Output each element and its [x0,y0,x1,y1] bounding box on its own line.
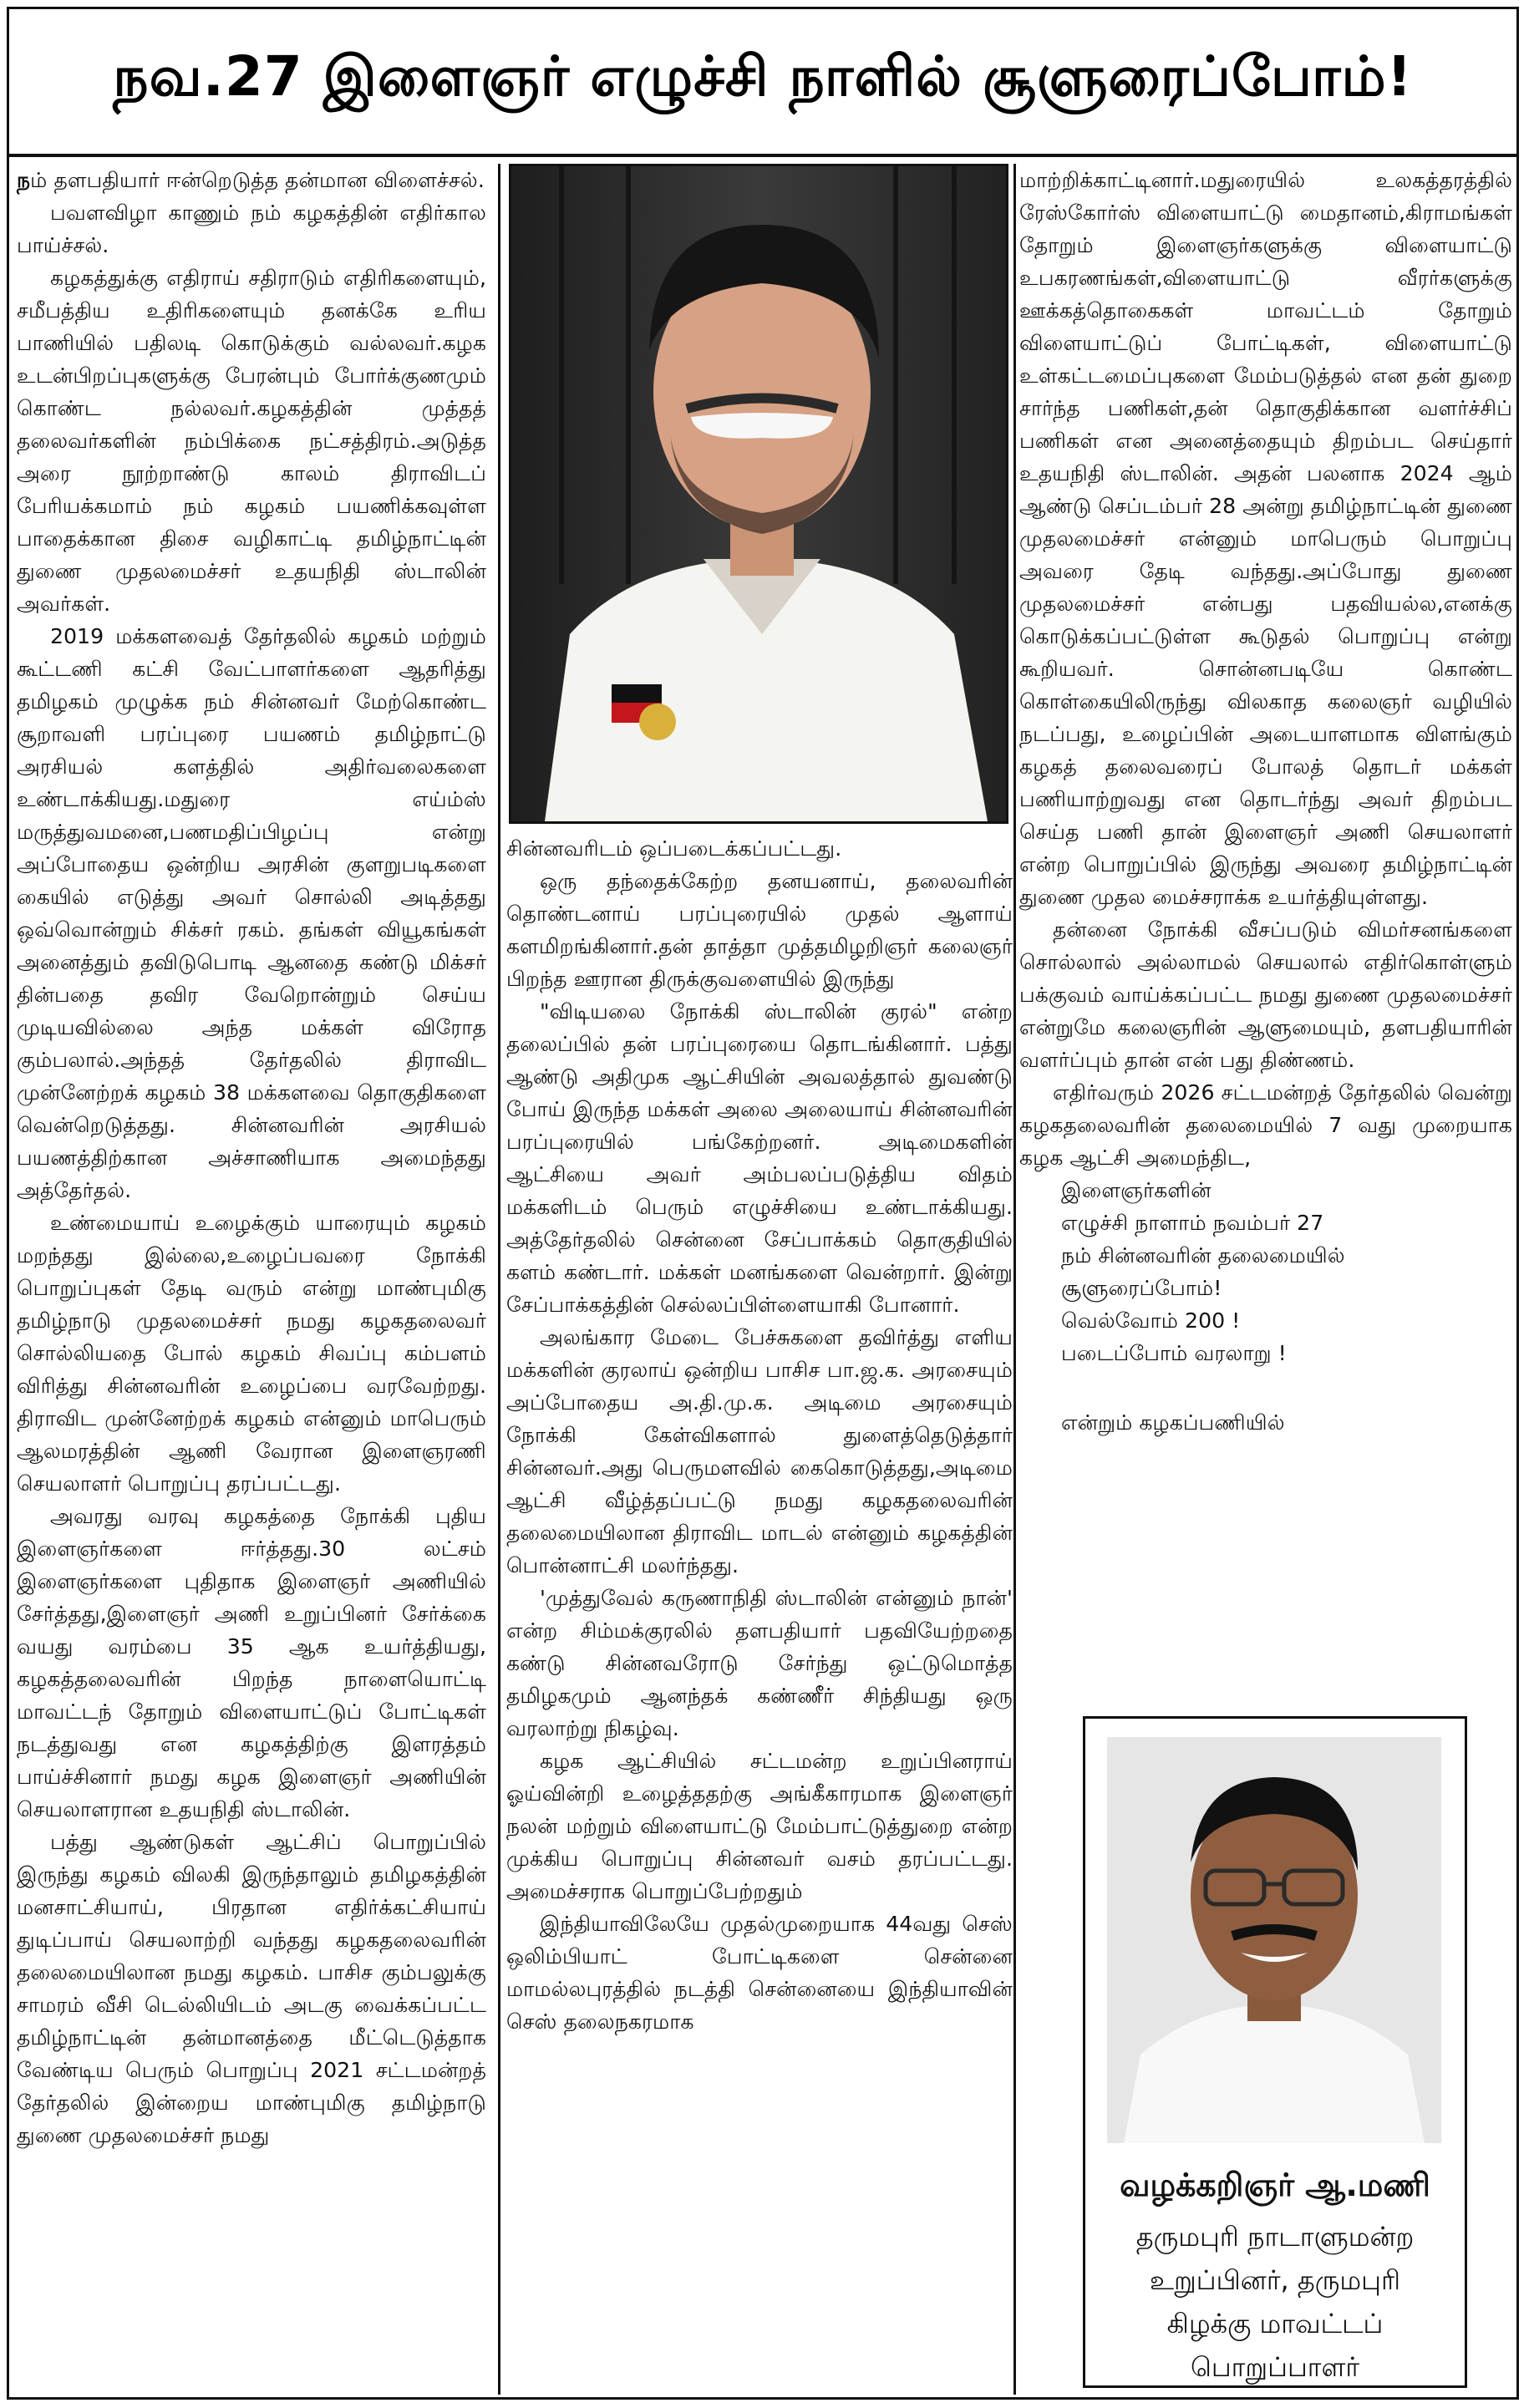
slogan-line: இளைஞர்களின் [1061,1178,1212,1202]
author-role-line: உறுப்பினர், தருமபுரி [1150,2264,1400,2296]
paragraph-1: மாற்றிக்காட்டினார்.மதுரையில் உலகத்தரத்தில் ரேஸ்கோர்ஸ் விளையாட்டு மைதானம்,கிராமங்கள் தோறும் இளைஞர்களுக்கு விளையாட்டு உபகரணங்கள்,விளையாட்டு வீரர்களுக்கு ஊக்கத்தொகைகள் மாவட்டம் தோறும் விளையாட்டுப் போட்டிகள், விளையாட்டு உள்கட்டமைப்புகளை மேம்படுத்தல் என தன் துறை சார்ந்த பணிகள்,தன் தொகுதிக்கான வளர்ச்சிப் பணிகள் என அனைத்தையும் திறம்பட செய்தார் உதயநிதி ஸ்டாலின். அதன் பலனாக 2024 ஆம் ஆண்டு செப்டம்பர் 28 அன்று தமிழ்நாட்டின் துணை முதலமைச்சர் என்னும் மாபெரும் பொறுப்பு அவரை தேடி வந்தது.அப்போது துணை முதலமைச்சர் என்பது பதவியல்ல,எனக்கு கொடுக்கப்பட்டுள்ள கூடுதல் பொறுப்பு என்று கூறியவர். சொன்னபடியே கொண்ட கொள்கையிலிருந்து விலகாத கலைஞர் வழியில் நடப்பது, உழைப்பின் அடையாளமாக விளங்கும் கழகத் தலைவரைப் போலத் தொடர் மக்கள் பணியாற்றுவது என தொடர்ந்து அவர் திறம்பட செய்த பணி தான் இளைஞர் அணி செயலாளர் என்ற பொறுப்பில் இருந்து அவரை தமிழ்நாட்டின் துணை முதல மைச்சராக்க உயர்த்தியுள்ளது. [1019,168,1512,909]
author-role-line: பொறுப்பாளர் [1190,2351,1360,2383]
signoff: என்றும் கழகப்பணியில் [1061,1410,1285,1435]
drop-cap: ந [17,168,31,192]
paragraph-5: உண்மையாய் உழைக்கும் யாரையும் கழகம் மறந்தது இல்லை,உழைப்பவரை நோக்கி பொறுப்புகள் தேடி வரும் என்று மாண்புமிகு தமிழ்நாடு முதலமைச்சர் நமது கழகதலைவர் சொல்லியதை போல் கழகம் சிவப்பு கம்பளம் விரித்து சின்னவரின் உழைப்பை வரவேற்றது. திராவிட முன்னேற்றக் கழகம் என்னும் மாபெரும் ஆலமரத்தின் ஆணி வேரான இளைஞரணி செயலாளர் பொறுப்பு தரப்பட்டது. [17,1211,486,1496]
author-name: வழக்கறிஞர் ஆ.மணி [1120,2167,1430,2203]
paragraph-1: சின்னவரிடம் ஒப்படைக்கப்பட்டது. [506,836,842,861]
paragraph-2: ஒரு தந்தைக்கேற்ற தனயனாய், தலைவரின் தொண்டனாய் பரப்புரையில் முதல் ஆளாய் களமிறங்கினார்.தன் தாத்தா முத்தமிழறிஞர் கலைஞர் பிறந்த ஊரான திருக்குவளையில் இருந்து [506,869,1013,991]
slogan-line: நம் சின்னவரின் தலைமையில் [1061,1243,1345,1268]
article-column-3 [1019,164,1512,1439]
paragraph-3: கழகத்துக்கு எதிராய் சதிராடும் எதிரிகளையும், சமீபத்திய உதிரிகளையும் தனக்கே உரிய பாணியில் பதிலடி கொடுக்கும் வல்லவர்.கழக உடன்பிறப்புகளுக்கு பேரன்பும் போர்க்குணமும் கொண்ட நல்லவர்.கழகத்தின் முத்தத் தலைவர்களின் நம்பிக்கை நட்சத்திரம்.அடுத்த அரை நூற்றாண்டு காலம் திராவிடப் பேரியக்கமாம் நம் கழகம் பயணிக்கவுள்ள பாதைக்கான திசை வழிகாட்டி தமிழ்நாட்டின் துணை முதலமைச்சர் உதயநிதி ஸ்டாலின் அவர்கள். [17,266,486,616]
author-portrait-illustration [1107,1737,1441,2143]
portrait-illustration [511,166,1006,821]
paragraph-3: எதிர்வரும் 2026 சட்டமன்றத் தேர்தலில் வென்று கழகதலைவரின் தலைமையில் 7 வது முறையாக கழக ஆட்சி அமைந்திட, [1019,1080,1512,1170]
paragraph-6: அவரது வரவு கழகத்தை நோக்கி புதிய இளைஞர்களை ஈர்த்தது.30 லட்சம் இளைஞர்களை புதிதாக இளைஞர் அணியில் சேர்த்தது,இளைஞர் அணி உறுப்பினர் சேர்க்கை வயது வரம்பை 35 ஆக உயர்த்தியது, கழகத்தலைவரின் பிறந்த நாளையொட்டி மாவட்டந் தோறும் விளையாட்டுப் போட்டிகள் நடத்துவது என கழகத்திற்கு இளரத்தம் பாய்ச்சினார் நமது கழக இளைஞர் அணியின் செயலாளரான உதயநிதி ஸ்டாலின். [17,1504,486,1821]
slogan-line: எழுச்சி நாளாம் நவம்பர் 27 [1061,1211,1324,1235]
paragraph-1: நம் தளபதியார் ஈன்றெடுத்த தன்மான விளைச்சல். [17,168,485,192]
author-photo [1107,1737,1441,2143]
column-divider-right [1013,164,1016,2395]
paragraph-7: பத்து ஆண்டுகள் ஆட்சிப் பொறுப்பில் இருந்து கழகம் விலகி இருந்தாலும் தமிழகத்தின் மனசாட்சியாய், பிரதான எதிர்க்கட்சியாய் துடிப்பாய் செயலாற்றி வந்தது கழகதலைவரின் தலைமையிலான நமது கழகம். பாசிச கும்பலுக்கு சாமரம் வீசி டெல்லியிடம் அடகு வைக்கப்பட்ட தமிழ்நாட்டின் தன்மானத்தை மீட்டெடுத்தாக வேண்டிய பெரும் பொறுப்பு 2021 சட்டமன்றத் தேர்தலில் இன்றைய மாண்புமிகு தமிழ்நாடு துணை முதலமைச்சர் நமது [17,1830,486,2147]
slogan-line: சூளுரைப்போம்! [1061,1276,1222,1300]
slogan-line: படைப்போம் வரலாறு ! [1061,1341,1287,1365]
paragraph-7: இந்தியாவிலேயே முதல்முறையாக 44வது செஸ் ஒலிம்பியாட் போட்டிகளை சென்னை மாமல்லபுரத்தில் நடத்தி சென்னையை இந்தியாவின் செஸ் தலைநகரமாக [506,1912,1013,2034]
article-column-2 [506,832,1013,2038]
main-photo [509,164,1008,824]
paragraph-4: அலங்கார மேடை பேச்சுகளை தவிர்த்து எளிய மக்களின் குரலாய் ஒன்றிய பாசிச பா.ஜ.க. அரசையும் அப்போதைய அ.தி.மு.க. அடிமை அரசையும் நோக்கி கேள்விகளால் துளைத்தெடுத்தார் சின்னவர்.அது பெருமளவில் கைகொடுத்தது,அடிமை ஆட்சி வீழ்த்தப்பட்டு நமது கழகதலைவரின் தலைமையிலான திராவிட மாடல் என்னும் கழகத்தின் பொன்னாட்சி மலர்ந்தது. [506,1325,1013,1577]
author-role-line: தருமபுரி நாடாளுமன்ற [1135,2221,1415,2253]
headline: நவ.27 இளைஞர் எழுச்சி நாளில் சூளுரைப்போம்! [7,7,1519,157]
paragraph-3: "விடியலை நோக்கி ஸ்டாலின் குரல்" என்ற தலைப்பில் தன் பரப்புரையை தொடங்கினார். பத்து ஆண்டு அதிமுக ஆட்சியின் அவலத்தால் துவண்டு போய் இருந்த மக்கள் அலை அலையாய் சின்னவரின் பரப்புரையில் பங்கேற்றனர். அடிமைகளின் ஆட்சியை அவர் அம்பலப்படுத்திய விதம் மக்களிடம் பெரும் எழுச்சியை உண்டாக்கியது. அத்தேர்தலில் சென்னை சேப்பாக்கம் தொகுதியில் களம் கண்டார். மக்கள் மனங்களை வென்றார். இன்று சேப்பாக்கத்தின் செல்லப்பிள்ளையாகி போனார். [506,999,1013,1317]
paragraph-4: 2019 மக்களவைத் தேர்தலில் கழகம் மற்றும் கூட்டணி கட்சி வேட்பாளர்களை ஆதரித்து தமிழகம் முழுக்க நம் சின்னவர் மேற்கொண்ட சூறாவளி பரப்புரை பயணம் தமிழ்நாட்டு அரசியல் களத்தில் அதிர்வலைகளை உண்டாக்கியது.மதுரை எய்ம்ஸ் மருத்துவமனை,பணமதிப்பிழப்பு என்று அப்போதைய ஒன்றிய அரசின் குளறுபடிகளை கையில் எடுத்து அவர் சொல்லி அடித்தது ஒவ்வொன்றும் சிக்சர் ரகம். தங்கள் வியூகங்கள் அனைத்தும் தவிடுபொடி ஆனதை கண்டு மிக்சர் தின்பதை தவிர வேறொன்றும் செய்ய முடியவில்லை அந்த மக்கள் விரோத கும்பலால்.அந்தத் தேர்தலில் திராவிட முன்னேற்றக் கழகம் 38 மக்களவை தொகுதிகளை வென்றெடுத்தது. சின்னவரின் அரசியல் பயணத்திற்கான அச்சாணியாக அமைந்தது அத்தேர்தல். [17,624,486,1202]
author-box [1083,1716,1467,2388]
paragraph-5: 'முத்துவேல் கருணாநிதி ஸ்டாலின் என்னும் நான்' என்ற சிம்மக்குரலில் தளபதியார் பதவியேற்றதை கண்டு சின்னவரோடு சேர்ந்து ஒட்டுமொத்த தமிழகமும் ஆனந்தக் கண்ணீர் சிந்தியது ஒரு வரலாற்று நிகழ்வு. [506,1586,1013,1740]
article-column-1 [17,164,486,2151]
closing-slogans [1019,1174,1512,1369]
slogan-line: வெல்வோம் 200 ! [1061,1308,1241,1333]
author-role-line: கிழக்கு மாவட்டப் [1166,2308,1384,2339]
paragraph-2: பவளவிழா காணும் நம் கழகத்தின் எதிர்கால பாய்ச்சல். [17,201,486,257]
author-role [1085,2215,1465,2389]
paragraph-2: தன்னை நோக்கி வீசப்படும் விமர்சனங்களை சொல்லால் அல்லாமல் செயலால் எதிர்கொள்ளும் பக்குவம் வாய்க்கப்பட்ட நமது துணை முதலமைச்சர் என்றுமே கலைஞரின் ஆளுமையும், தளபதியாரின் வளர்ப்பும் தான் என் பது திண்ணம். [1019,917,1512,1072]
paragraph-6: கழக ஆட்சியில் சட்டமன்ற உறுப்பினராய் ஓய்வின்றி உழைத்ததற்கு அங்கீகாரமாக இளைஞர் நலன் மற்றும் விளையாட்டு மேம்பாட்டுத்துறை என்ற முக்கிய பொறுப்பு சின்னவர் வசம் தரப்பட்டது. அமைச்சராக பொறுப்பேற்றதும் [506,1749,1013,1903]
column-divider-left [498,164,500,2395]
